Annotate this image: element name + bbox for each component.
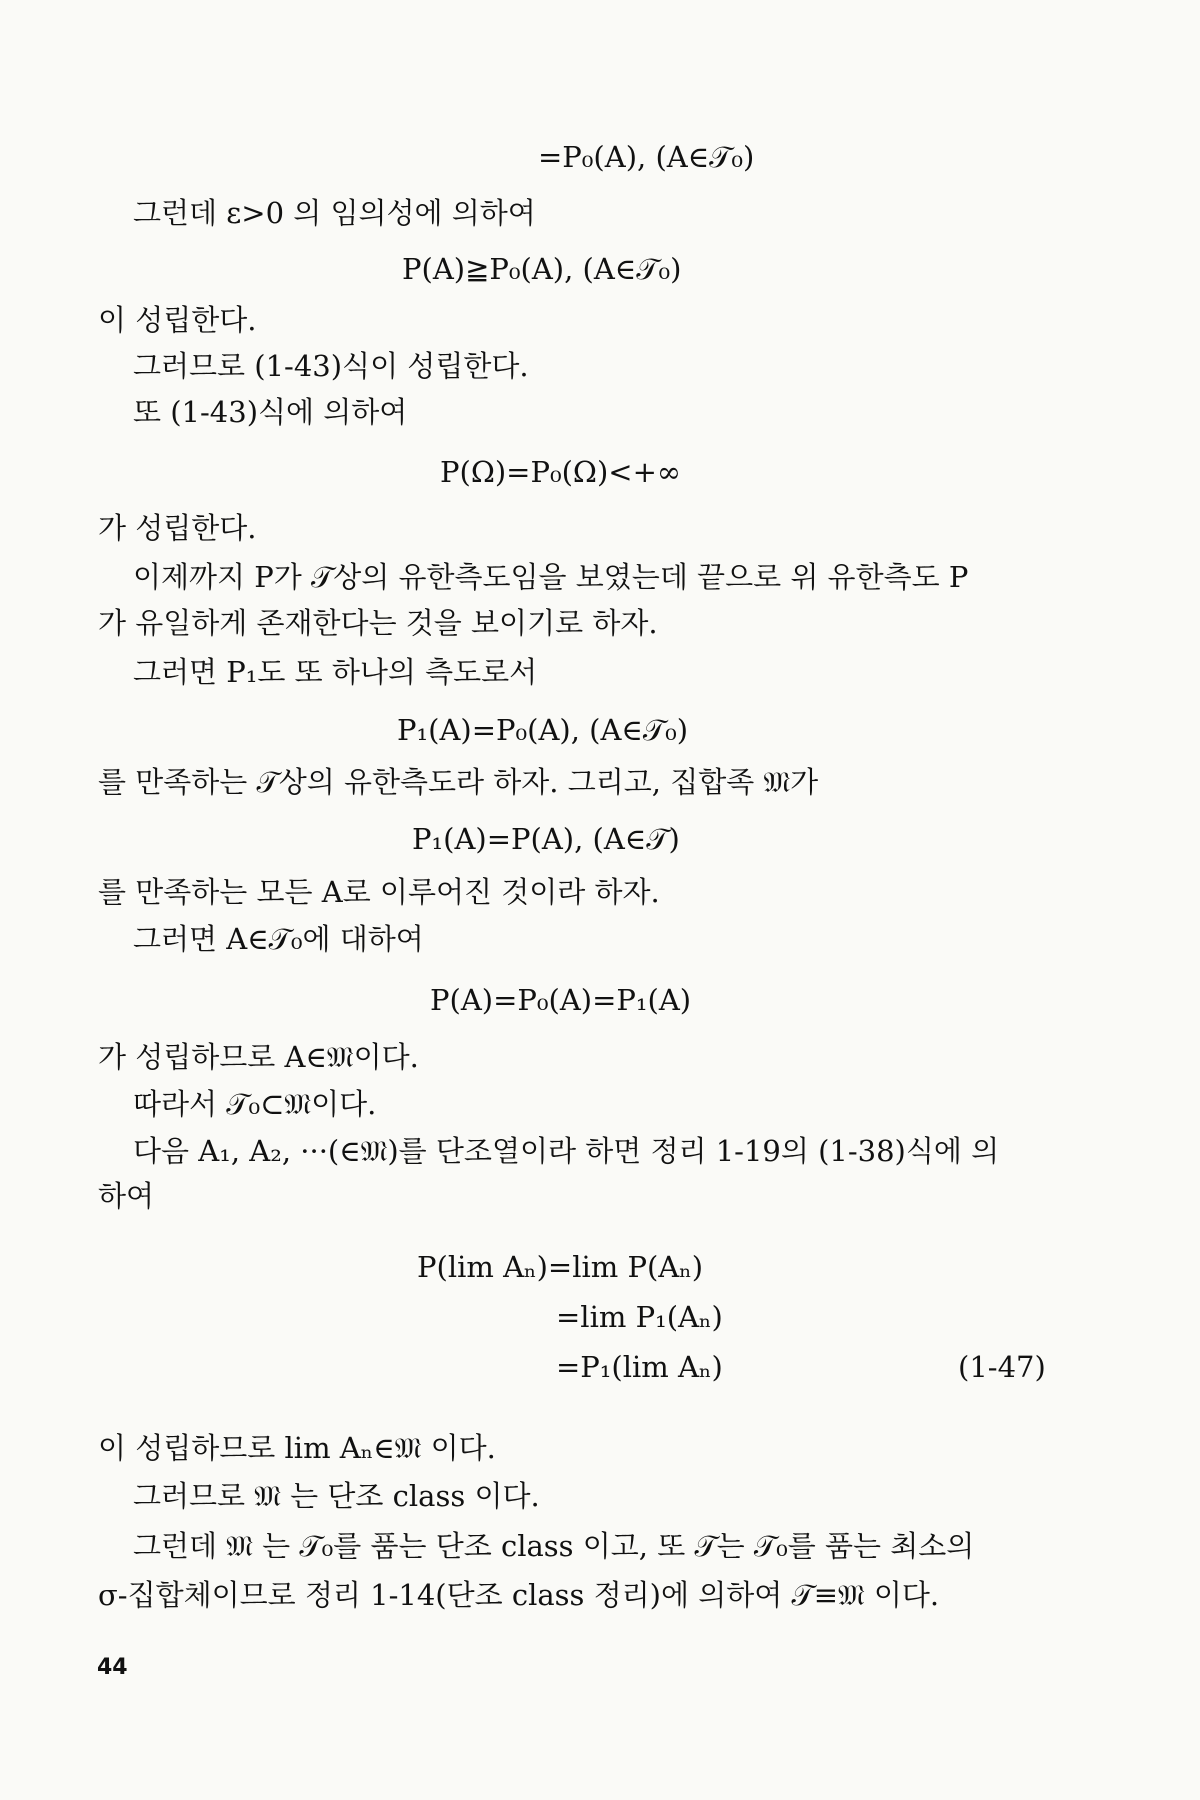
text-line: 그러므로 (1-43)식이 성립한다. <box>133 349 529 383</box>
text-line: 하여 <box>98 1179 155 1213</box>
equation-p1-p: P₁(A)=P(A), (A∈𝒯) <box>412 822 680 856</box>
text-line: 를 만족하는 모든 A로 이루어진 것이라 하자. <box>98 875 660 909</box>
text-line: 이 성립한다. <box>98 303 257 337</box>
equation-p1-p0: P₁(A)=P₀(A), (A∈𝒯₀) <box>397 713 689 747</box>
equation-number: (1-47) <box>958 1350 1046 1384</box>
equation-limit-2: =lim P₁(Aₙ) <box>556 1300 723 1334</box>
text-line: 이 성립하므로 lim Aₙ∈𝔐 이다. <box>98 1431 496 1465</box>
text-line: 또 (1-43)식에 의하여 <box>133 395 408 429</box>
equation-chain: P(A)=P₀(A)=P₁(A) <box>430 983 692 1017</box>
text-line: 따라서 𝒯₀⊂𝔐이다. <box>133 1087 377 1121</box>
text-line: 그런데 𝔐 는 𝒯₀를 품는 단조 class 이고, 또 𝒯는 𝒯₀를 품는 최소의 <box>133 1529 975 1563</box>
equation-omega: P(Ω)=P₀(Ω)<+∞ <box>440 455 682 489</box>
equation-p0: =P₀(A), (A∈𝒯₀) <box>538 140 755 174</box>
text-line: 그러면 P₁도 또 하나의 측도로서 <box>133 655 538 689</box>
text-line: 그러므로 𝔐 는 단조 class 이다. <box>133 1479 540 1513</box>
text-line: σ-집합체이므로 정리 1-14(단조 class 정리)에 의하여 𝒯≡𝔐 이다. <box>98 1578 940 1612</box>
equation-limit-3: =P₁(lim Aₙ) <box>556 1350 723 1384</box>
text-line: 가 성립한다. <box>98 511 257 545</box>
text-line: 다음 A₁, A₂, ···(∈𝔐)를 단조열이라 하면 정리 1-19의 (1-38)식에 의 <box>133 1134 1000 1168</box>
equation-limit-1: P(lim Aₙ)=lim P(Aₙ) <box>417 1250 704 1284</box>
page-number: 44 <box>97 1655 128 1680</box>
equation-inequality: P(A)≧P₀(A), (A∈𝒯₀) <box>402 252 682 286</box>
text-line: 그런데 ε>0 의 임의성에 의하여 <box>133 196 536 230</box>
text-line: 를 만족하는 𝒯상의 유한측도라 하자. 그리고, 집합족 𝔐가 <box>98 765 819 799</box>
text-line: 가 성립하므로 A∈𝔐이다. <box>98 1040 419 1074</box>
text-line: 이제까지 P가 𝒯상의 유한측도임을 보였는데 끝으로 위 유한측도 P <box>133 560 969 594</box>
text-line: 가 유일하게 존재한다는 것을 보이기로 하자. <box>98 606 658 640</box>
text-line: 그러면 A∈𝒯₀에 대하여 <box>133 922 424 956</box>
